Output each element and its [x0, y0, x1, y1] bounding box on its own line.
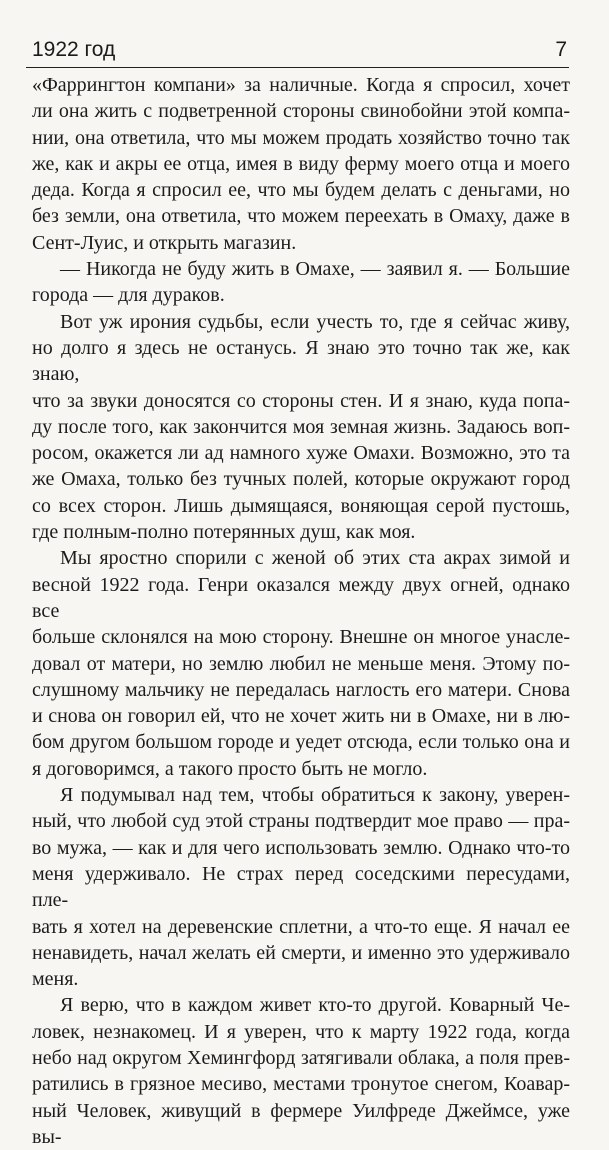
text-line: росом, окажется ли ад намного хуже Омахи. Возможно, это та	[32, 442, 570, 465]
text-line: меня.	[32, 968, 79, 991]
text-line: со всех сторон. Лишь дымящаяся, воняющая серой пустошь,	[32, 494, 570, 517]
text-line: ратились в грязное месиво, местами тронутое снегом, Коавар-	[32, 1073, 570, 1096]
text-line: бом другом большом городе и уедет отсюда, если только она и	[32, 731, 570, 754]
header-rule	[26, 67, 569, 68]
text-line: довал от матери, но землю любил не меньше меня. Этому по-	[32, 652, 570, 675]
text-line: нии, она ответила, что мы можем продать хозяйство точно так	[32, 126, 570, 149]
text-line: «Фаррингтон компани» за наличные. Когда я спросил, хочет	[32, 74, 570, 96]
text-line: ненавидеть, начал желать ей смерти, и именно это удерживало	[32, 941, 570, 964]
text-line: но долго я здесь не останусь. Я знаю это точно так же, как знаю,	[32, 336, 570, 386]
text-line: небо над округом Хемингфорд затягивали облака, а поля прев-	[32, 1046, 570, 1069]
text-line: города — для дураков.	[32, 284, 225, 307]
paragraph	[32, 545, 570, 782]
text-line: Сент-Луис, и открыть магазин.	[32, 231, 297, 254]
page-number: 7	[555, 38, 567, 61]
text-line: без земли, она ответила, что можем переехать в Омаху, даже в	[32, 205, 570, 228]
paragraph	[32, 992, 570, 1150]
body-text	[32, 72, 570, 1150]
text-line: ду после того, как закончится моя земная жизнь. Задаюсь воп-	[32, 415, 570, 438]
text-line: деда. Когда я спросил ее, что мы будем делать с деньгами, но	[32, 179, 570, 202]
text-line: меня удерживало. Не страх перед соседскими пересудами, пле-	[32, 862, 570, 912]
text-line: где полным-полно потерянных душ, как моя.	[32, 521, 416, 544]
text-line: слушному мальчику не передалась наглость его матери. Снова	[32, 678, 570, 701]
text-line: — Никогда не буду жить в Омахе, — заявил я. — Большие	[60, 258, 570, 281]
text-line: Вот уж ирония судьбы, если учесть то, где я сейчас живу,	[60, 310, 570, 333]
paragraph	[32, 72, 570, 256]
text-line: же, как и акры ее отца, имея в виду ферму моего отца и моего	[32, 152, 570, 175]
text-line: я договоримся, а такого просто быть не могло.	[32, 757, 428, 780]
text-line: ли она жить с подветренной стороны свинобойни этой компа-	[32, 100, 570, 123]
text-line: Мы яростно спорили с женой об этих ста акрах зимой и	[60, 547, 570, 570]
running-header	[26, 30, 569, 68]
paragraph	[32, 309, 570, 546]
text-line: Я верю, что в каждом живет кто-то другой. Коварный Че-	[60, 994, 570, 1017]
text-line: ный, что любой суд этой страны подтвердит мое право — пра-	[32, 810, 570, 833]
text-line: весной 1922 года. Генри оказался между двух огней, однако все	[32, 573, 570, 622]
text-line: во мужа, — как и для чего использовать землю. Однако что-то	[32, 836, 570, 859]
text-line: ловек, незнакомец. И я уверен, что к марту 1922 года, когда	[32, 1020, 570, 1043]
text-line: Я подумывал над тем, чтобы обратиться к закону, уверен-	[60, 784, 570, 807]
text-line: вать я хотел на деревенские сплетни, а что-то еще. Я начал ее	[32, 915, 570, 938]
text-line: ный Человек, живущий в фермере Уилфреде Джеймсе, уже вы-	[32, 1099, 570, 1148]
paragraph	[32, 256, 570, 309]
text-line: же Омаха, только без тучных полей, которые окружают город	[32, 468, 570, 491]
text-line: больше склонялся на мою сторону. Внешне он многое унасле-	[32, 626, 570, 649]
running-title: 1922 год	[32, 38, 116, 61]
text-line: что за звуки доносятся со стороны стен. И я знаю, куда попа-	[32, 389, 570, 412]
paragraph	[32, 782, 570, 992]
text-line: и снова он говорил ей, что не хочет жить ни в Омахе, ни в лю-	[32, 705, 570, 728]
